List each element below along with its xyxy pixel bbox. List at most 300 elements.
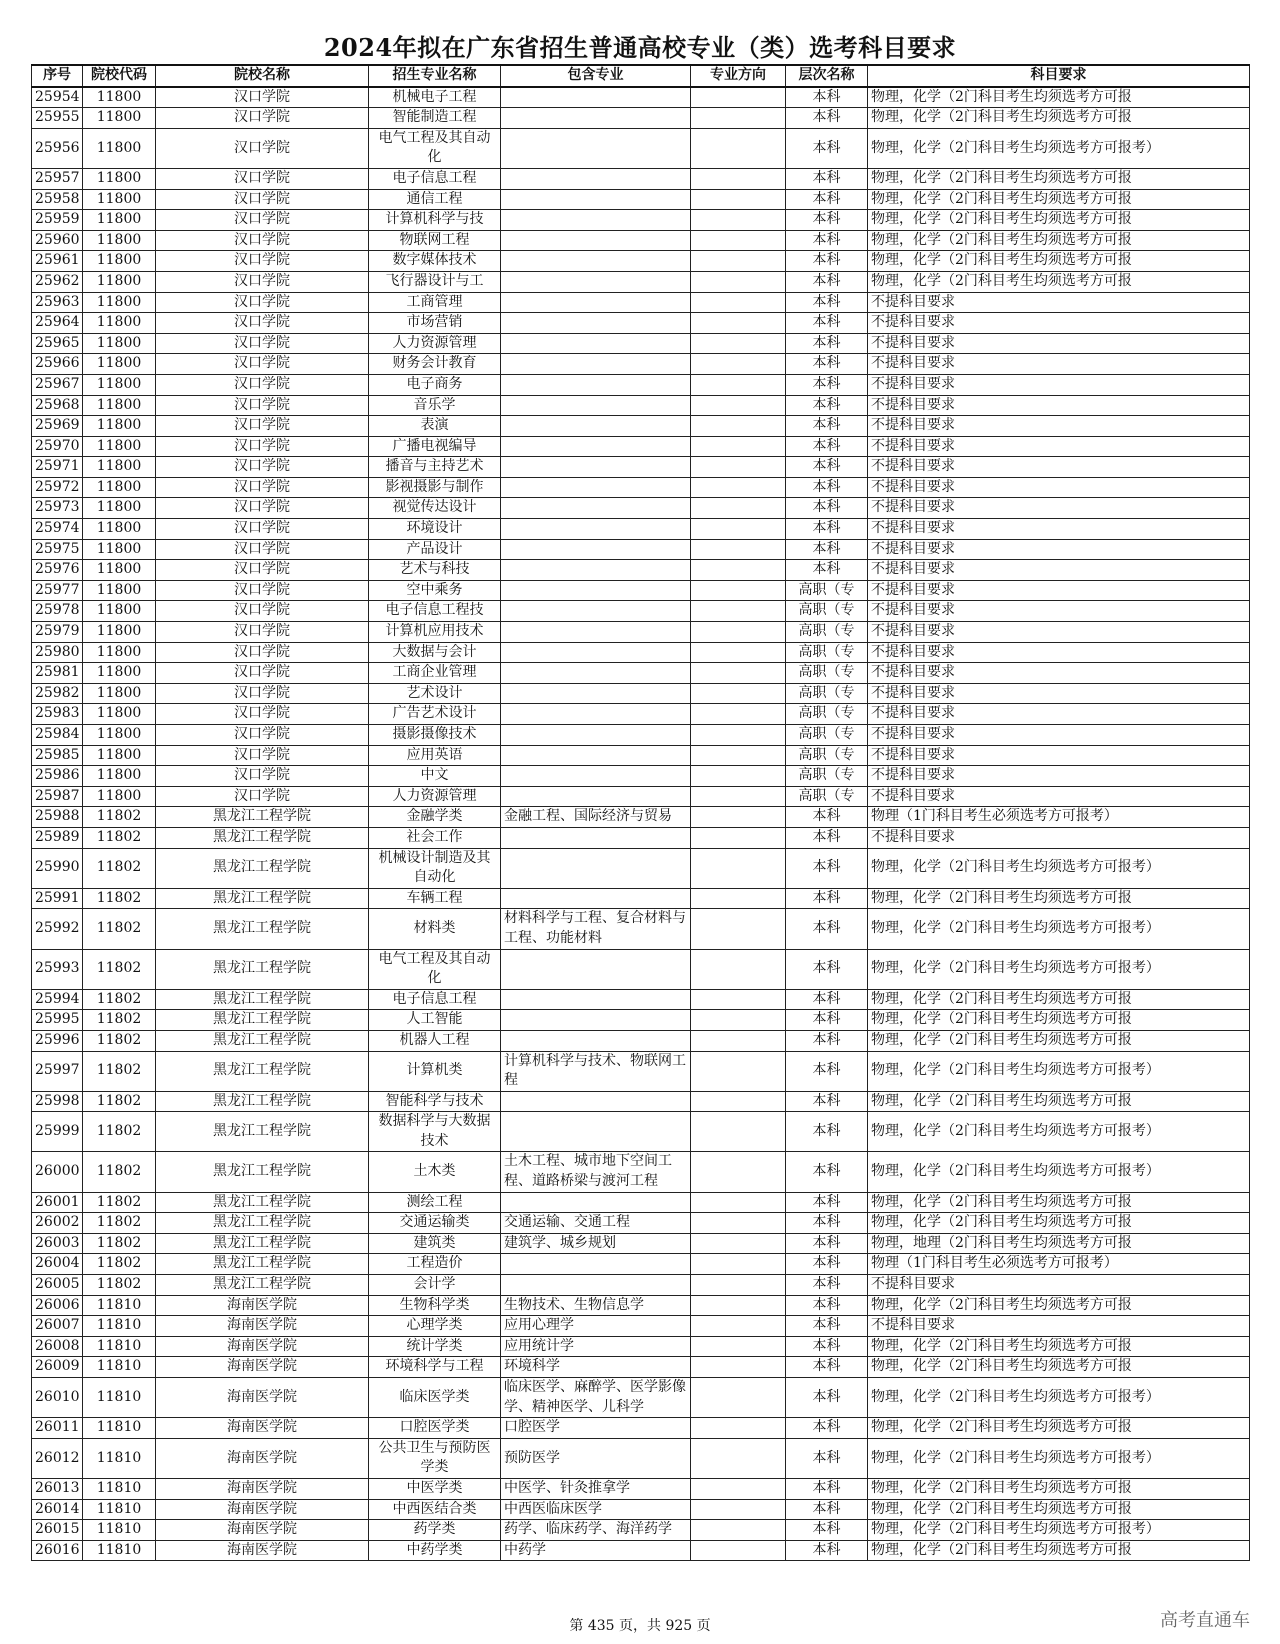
table-cell: 高职（专 — [786, 745, 868, 766]
table-cell: 土木工程、城市地下空间工程、道路桥梁与渡河工程 — [501, 1152, 691, 1192]
column-header: 院校名称 — [156, 65, 369, 87]
table-row — [32, 786, 1250, 807]
table-cell — [691, 1336, 786, 1357]
table-cell — [691, 848, 786, 888]
table-cell — [501, 1030, 691, 1051]
table-cell: 25990 — [32, 848, 83, 888]
table-cell: 汉口学院 — [156, 354, 369, 375]
table-cell: 本科 — [786, 1192, 868, 1213]
table-cell: 25963 — [32, 292, 83, 313]
table-cell: 海南医学院 — [156, 1336, 369, 1357]
table-cell — [501, 827, 691, 848]
table-cell: 11810 — [83, 1499, 156, 1520]
table-cell — [691, 477, 786, 498]
table-row — [32, 333, 1250, 354]
table-cell: 不提科目要求 — [868, 766, 1250, 787]
table-cell — [501, 888, 691, 909]
table-row — [32, 1478, 1250, 1499]
table-cell: 26002 — [32, 1213, 83, 1234]
table-cell: 25969 — [32, 416, 83, 437]
table-cell — [501, 848, 691, 888]
table-cell: 交通运输、交通工程 — [501, 1213, 691, 1234]
table-cell: 汉口学院 — [156, 539, 369, 560]
table-cell: 电子信息工程 — [369, 989, 501, 1010]
table-cell — [691, 766, 786, 787]
table-cell: 大数据与会计 — [369, 642, 501, 663]
table-cell: 11800 — [83, 704, 156, 725]
table-cell: 材料科学与工程、复合材料与工程、功能材料 — [501, 909, 691, 949]
corner-watermark-label: 高考直通车 — [1160, 1610, 1250, 1631]
table-cell: 11800 — [83, 622, 156, 643]
table-cell: 25987 — [32, 786, 83, 807]
table-cell — [691, 271, 786, 292]
table-cell: 汉口学院 — [156, 189, 369, 210]
table-cell: 市场营销 — [369, 313, 501, 334]
table-row — [32, 168, 1250, 189]
table-cell: 汉口学院 — [156, 87, 369, 108]
table-cell: 不提科目要求 — [868, 374, 1250, 395]
table-cell: 26008 — [32, 1336, 83, 1357]
table-row — [32, 395, 1250, 416]
table-cell — [501, 210, 691, 231]
table-cell: 艺术设计 — [369, 683, 501, 704]
table-cell: 工商管理 — [369, 292, 501, 313]
table-cell: 本科 — [786, 374, 868, 395]
table-cell — [691, 989, 786, 1010]
table-row — [32, 1091, 1250, 1112]
table-cell: 汉口学院 — [156, 108, 369, 129]
table-cell — [501, 539, 691, 560]
table-cell: 汉口学院 — [156, 560, 369, 581]
table-cell: 11802 — [83, 888, 156, 909]
table-cell: 视觉传达设计 — [369, 498, 501, 519]
table-cell: 海南医学院 — [156, 1316, 369, 1337]
table-cell: 广告艺术设计 — [369, 704, 501, 725]
table-row — [32, 210, 1250, 231]
table-cell — [691, 1051, 786, 1091]
table-cell: 高职（专 — [786, 642, 868, 663]
table-cell: 11800 — [83, 354, 156, 375]
table-row — [32, 1213, 1250, 1234]
table-cell: 25988 — [32, 807, 83, 828]
table-cell — [691, 251, 786, 272]
table-cell: 高职（专 — [786, 622, 868, 643]
table-cell: 金融工程、国际经济与贸易 — [501, 807, 691, 828]
table-row — [32, 1418, 1250, 1439]
table-cell: 物理，化学（2门科目考生均须选考方可报 — [868, 1091, 1250, 1112]
table-cell: 汉口学院 — [156, 128, 369, 168]
table-cell — [691, 1233, 786, 1254]
table-row — [32, 766, 1250, 787]
table-cell: 11802 — [83, 949, 156, 989]
table-cell: 11810 — [83, 1478, 156, 1499]
table-cell: 本科 — [786, 1254, 868, 1275]
page-title: 2024年拟在广东省招生普通高校专业（类）选考科目要求 — [323, 33, 957, 62]
table-cell: 物理，化学（2门科目考生均须选考方可报 — [868, 271, 1250, 292]
table-cell: 物理，化学（2门科目考生均须选考方可报 — [868, 1192, 1250, 1213]
table-cell: 物理，化学（2门科目考生均须选考方可报考） — [868, 1152, 1250, 1192]
table-cell: 25970 — [32, 436, 83, 457]
table-cell: 应用心理学 — [501, 1316, 691, 1337]
table-cell: 物理，化学（2门科目考生均须选考方可报 — [868, 1357, 1250, 1378]
table-cell: 物理，化学（2门科目考生均须选考方可报考） — [868, 128, 1250, 168]
table-cell: 25972 — [32, 477, 83, 498]
table-cell: 土木类 — [369, 1152, 501, 1192]
table-cell: 汉口学院 — [156, 210, 369, 231]
table-cell: 黑龙江工程学院 — [156, 1213, 369, 1234]
table-cell — [501, 230, 691, 251]
table-row — [32, 1275, 1250, 1296]
table-cell: 本科 — [786, 416, 868, 437]
table-cell: 海南医学院 — [156, 1378, 369, 1418]
table-cell: 11800 — [83, 374, 156, 395]
table-cell: 本科 — [786, 1357, 868, 1378]
table-cell: 材料类 — [369, 909, 501, 949]
table-cell — [501, 766, 691, 787]
table-cell: 本科 — [786, 1316, 868, 1337]
table-cell — [501, 292, 691, 313]
table-cell: 11800 — [83, 580, 156, 601]
table-row — [32, 1316, 1250, 1337]
table-row — [32, 1357, 1250, 1378]
table-cell: 摄影摄像技术 — [369, 725, 501, 746]
table-cell — [691, 1275, 786, 1296]
table-cell: 黑龙江工程学院 — [156, 1275, 369, 1296]
table-cell: 11802 — [83, 1275, 156, 1296]
table-cell — [691, 108, 786, 129]
table-cell: 环境科学 — [501, 1357, 691, 1378]
table-cell: 汉口学院 — [156, 580, 369, 601]
table-cell: 高职（专 — [786, 786, 868, 807]
table-cell: 物理，化学（2门科目考生均须选考方可报 — [868, 888, 1250, 909]
table-cell: 25954 — [32, 87, 83, 108]
table-cell: 25984 — [32, 725, 83, 746]
table-cell: 11800 — [83, 498, 156, 519]
table-cell: 预防医学 — [501, 1438, 691, 1478]
table-row — [32, 108, 1250, 129]
table-cell: 本科 — [786, 519, 868, 540]
table-cell: 高职（专 — [786, 663, 868, 684]
table-cell: 11802 — [83, 1010, 156, 1031]
table-cell: 11800 — [83, 210, 156, 231]
column-header: 科目要求 — [868, 65, 1250, 87]
table-cell: 25968 — [32, 395, 83, 416]
table-row — [32, 745, 1250, 766]
table-cell: 公共卫生与预防医学类 — [369, 1438, 501, 1478]
table-cell: 不提科目要求 — [868, 683, 1250, 704]
table-cell: 汉口学院 — [156, 477, 369, 498]
table-cell: 汉口学院 — [156, 230, 369, 251]
table-cell: 11800 — [83, 683, 156, 704]
table-cell — [501, 519, 691, 540]
table-row — [32, 87, 1250, 108]
table-cell: 高职（专 — [786, 683, 868, 704]
table-cell: 不提科目要求 — [868, 395, 1250, 416]
table-cell — [501, 989, 691, 1010]
table-cell: 临床医学类 — [369, 1378, 501, 1418]
table-cell — [691, 1418, 786, 1439]
table-row — [32, 292, 1250, 313]
table-cell — [691, 87, 786, 108]
table-cell: 中文 — [369, 766, 501, 787]
table-cell: 11800 — [83, 395, 156, 416]
table-cell: 不提科目要求 — [868, 313, 1250, 334]
table-cell: 本科 — [786, 292, 868, 313]
table-cell: 药学类 — [369, 1520, 501, 1541]
table-cell — [691, 457, 786, 478]
table-cell: 会计学 — [369, 1275, 501, 1296]
table-cell: 11800 — [83, 560, 156, 581]
table-cell — [501, 622, 691, 643]
subject-requirements-table — [31, 64, 1250, 1561]
table-cell: 黑龙江工程学院 — [156, 848, 369, 888]
table-cell — [501, 395, 691, 416]
table-cell: 11802 — [83, 848, 156, 888]
table-cell: 11800 — [83, 189, 156, 210]
table-cell: 建筑类 — [369, 1233, 501, 1254]
table-cell: 财务会计教育 — [369, 354, 501, 375]
table-cell: 物理，化学（2门科目考生均须选考方可报 — [868, 989, 1250, 1010]
table-cell — [691, 1152, 786, 1192]
table-cell: 25959 — [32, 210, 83, 231]
table-cell: 本科 — [786, 1213, 868, 1234]
table-cell: 本科 — [786, 354, 868, 375]
table-cell: 黑龙江工程学院 — [156, 1112, 369, 1152]
table-cell: 本科 — [786, 560, 868, 581]
table-cell — [501, 642, 691, 663]
table-cell: 11810 — [83, 1540, 156, 1561]
table-cell: 本科 — [786, 1091, 868, 1112]
table-cell: 高职（专 — [786, 580, 868, 601]
table-cell — [691, 1254, 786, 1275]
table-cell: 本科 — [786, 1540, 868, 1561]
table-cell: 计算机科学与技术、物联网工程 — [501, 1051, 691, 1091]
table-cell — [691, 1357, 786, 1378]
table-cell: 本科 — [786, 1438, 868, 1478]
table-cell: 本科 — [786, 168, 868, 189]
table-cell: 本科 — [786, 271, 868, 292]
table-cell: 本科 — [786, 395, 868, 416]
table-cell — [501, 313, 691, 334]
table-cell: 药学、临床药学、海洋药学 — [501, 1520, 691, 1541]
table-cell: 人力资源管理 — [369, 333, 501, 354]
table-cell — [691, 416, 786, 437]
table-cell — [691, 519, 786, 540]
table-cell: 计算机类 — [369, 1051, 501, 1091]
table-cell: 汉口学院 — [156, 271, 369, 292]
table-cell: 11810 — [83, 1336, 156, 1357]
table-cell — [691, 128, 786, 168]
table-cell: 26009 — [32, 1357, 83, 1378]
table-cell: 25986 — [32, 766, 83, 787]
table-cell: 影视摄影与制作 — [369, 477, 501, 498]
table-cell: 不提科目要求 — [868, 457, 1250, 478]
table-cell: 不提科目要求 — [868, 498, 1250, 519]
table-row — [32, 271, 1250, 292]
table-cell — [691, 168, 786, 189]
table-cell: 表演 — [369, 416, 501, 437]
table-cell: 物理，化学（2门科目考生均须选考方可报 — [868, 87, 1250, 108]
table-cell: 25964 — [32, 313, 83, 334]
table-cell — [691, 354, 786, 375]
table-cell: 不提科目要求 — [868, 560, 1250, 581]
table-cell: 汉口学院 — [156, 519, 369, 540]
table-cell: 不提科目要求 — [868, 1275, 1250, 1296]
table-cell: 汉口学院 — [156, 333, 369, 354]
table-cell: 汉口学院 — [156, 601, 369, 622]
table-cell: 汉口学院 — [156, 622, 369, 643]
table-row — [32, 416, 1250, 437]
column-header: 包含专业 — [501, 65, 691, 87]
table-cell — [691, 1378, 786, 1418]
table-cell — [691, 949, 786, 989]
table-cell: 海南医学院 — [156, 1499, 369, 1520]
table-cell: 计算机科学与技 — [369, 210, 501, 231]
table-cell: 物理，化学（2门科目考生均须选考方可报考） — [868, 1438, 1250, 1478]
table-cell: 黑龙江工程学院 — [156, 1030, 369, 1051]
table-cell: 电子信息工程 — [369, 168, 501, 189]
table-cell: 本科 — [786, 1030, 868, 1051]
table-cell: 25977 — [32, 580, 83, 601]
table-cell: 25966 — [32, 354, 83, 375]
table-cell: 25995 — [32, 1010, 83, 1031]
table-cell — [501, 1254, 691, 1275]
table-row — [32, 683, 1250, 704]
table-cell: 汉口学院 — [156, 313, 369, 334]
table-cell: 汉口学院 — [156, 374, 369, 395]
table-cell: 11802 — [83, 807, 156, 828]
table-row — [32, 1010, 1250, 1031]
table-cell: 艺术与科技 — [369, 560, 501, 581]
table-cell: 26004 — [32, 1254, 83, 1275]
table-cell: 25983 — [32, 704, 83, 725]
table-cell: 不提科目要求 — [868, 663, 1250, 684]
table-cell: 本科 — [786, 1336, 868, 1357]
table-cell — [501, 725, 691, 746]
table-cell — [691, 313, 786, 334]
table-cell: 11800 — [83, 128, 156, 168]
table-cell: 本科 — [786, 1010, 868, 1031]
table-cell: 本科 — [786, 989, 868, 1010]
table-cell — [501, 436, 691, 457]
table-row — [32, 1112, 1250, 1152]
table-cell: 26010 — [32, 1378, 83, 1418]
table-cell: 11800 — [83, 436, 156, 457]
table-cell: 物理，化学（2门科目考生均须选考方可报考） — [868, 1520, 1250, 1541]
table-row — [32, 1540, 1250, 1561]
table-cell: 海南医学院 — [156, 1478, 369, 1499]
table-cell — [691, 622, 786, 643]
table-cell — [501, 1112, 691, 1152]
table-cell: 物理，化学（2门科目考生均须选考方可报考） — [868, 909, 1250, 949]
table-row — [32, 477, 1250, 498]
table-cell: 物理，化学（2门科目考生均须选考方可报 — [868, 1418, 1250, 1439]
table-cell: 不提科目要求 — [868, 416, 1250, 437]
table-cell: 26015 — [32, 1520, 83, 1541]
table-cell: 计算机应用技术 — [369, 622, 501, 643]
table-cell: 黑龙江工程学院 — [156, 949, 369, 989]
table-cell: 26006 — [32, 1295, 83, 1316]
table-row — [32, 1438, 1250, 1478]
table-cell: 智能科学与技术 — [369, 1091, 501, 1112]
table-cell: 11802 — [83, 1030, 156, 1051]
table-cell: 11800 — [83, 313, 156, 334]
table-cell: 本科 — [786, 87, 868, 108]
table-cell — [691, 1010, 786, 1031]
table-cell: 不提科目要求 — [868, 725, 1250, 746]
table-cell: 高职（专 — [786, 601, 868, 622]
table-cell: 黑龙江工程学院 — [156, 1091, 369, 1112]
table-cell — [691, 210, 786, 231]
table-cell: 本科 — [786, 313, 868, 334]
table-cell: 黑龙江工程学院 — [156, 989, 369, 1010]
table-cell: 不提科目要求 — [868, 642, 1250, 663]
table-row — [32, 128, 1250, 168]
table-cell: 25982 — [32, 683, 83, 704]
table-row — [32, 539, 1250, 560]
table-row — [32, 642, 1250, 663]
table-cell: 本科 — [786, 1051, 868, 1091]
table-cell: 25955 — [32, 108, 83, 129]
table-cell: 口腔医学类 — [369, 1418, 501, 1439]
table-cell: 25971 — [32, 457, 83, 478]
table-cell: 11800 — [83, 87, 156, 108]
table-cell: 物理，地理（2门科目考生均须选考方可报 — [868, 1233, 1250, 1254]
table-row — [32, 949, 1250, 989]
table-cell — [691, 807, 786, 828]
table-cell: 高职（专 — [786, 766, 868, 787]
table-cell: 11800 — [83, 539, 156, 560]
table-cell — [691, 601, 786, 622]
table-cell: 25991 — [32, 888, 83, 909]
table-cell: 11802 — [83, 1091, 156, 1112]
table-cell: 11810 — [83, 1378, 156, 1418]
table-cell: 工程造价 — [369, 1254, 501, 1275]
table-cell — [691, 230, 786, 251]
table-cell: 黑龙江工程学院 — [156, 1051, 369, 1091]
table-cell — [691, 827, 786, 848]
table-cell: 本科 — [786, 436, 868, 457]
table-cell: 11802 — [83, 909, 156, 949]
table-cell: 电气工程及其自动化 — [369, 949, 501, 989]
table-cell: 不提科目要求 — [868, 354, 1250, 375]
table-cell: 本科 — [786, 807, 868, 828]
table-cell: 本科 — [786, 539, 868, 560]
table-cell: 海南医学院 — [156, 1418, 369, 1439]
table-cell: 11800 — [83, 745, 156, 766]
table-cell: 不提科目要求 — [868, 436, 1250, 457]
table-cell: 11802 — [83, 989, 156, 1010]
table-row — [32, 519, 1250, 540]
table-cell: 黑龙江工程学院 — [156, 888, 369, 909]
table-cell: 黑龙江工程学院 — [156, 1254, 369, 1275]
table-cell: 25960 — [32, 230, 83, 251]
table-cell: 11810 — [83, 1357, 156, 1378]
table-row — [32, 989, 1250, 1010]
table-cell: 人工智能 — [369, 1010, 501, 1031]
table-row — [32, 1499, 1250, 1520]
table-row — [32, 909, 1250, 949]
table-row — [32, 848, 1250, 888]
table-cell: 汉口学院 — [156, 766, 369, 787]
table-cell — [501, 580, 691, 601]
table-cell: 25958 — [32, 189, 83, 210]
table-cell: 本科 — [786, 909, 868, 949]
column-header: 招生专业名称 — [369, 65, 501, 87]
table-cell: 26000 — [32, 1152, 83, 1192]
table-cell — [691, 1478, 786, 1499]
table-cell: 11802 — [83, 1051, 156, 1091]
